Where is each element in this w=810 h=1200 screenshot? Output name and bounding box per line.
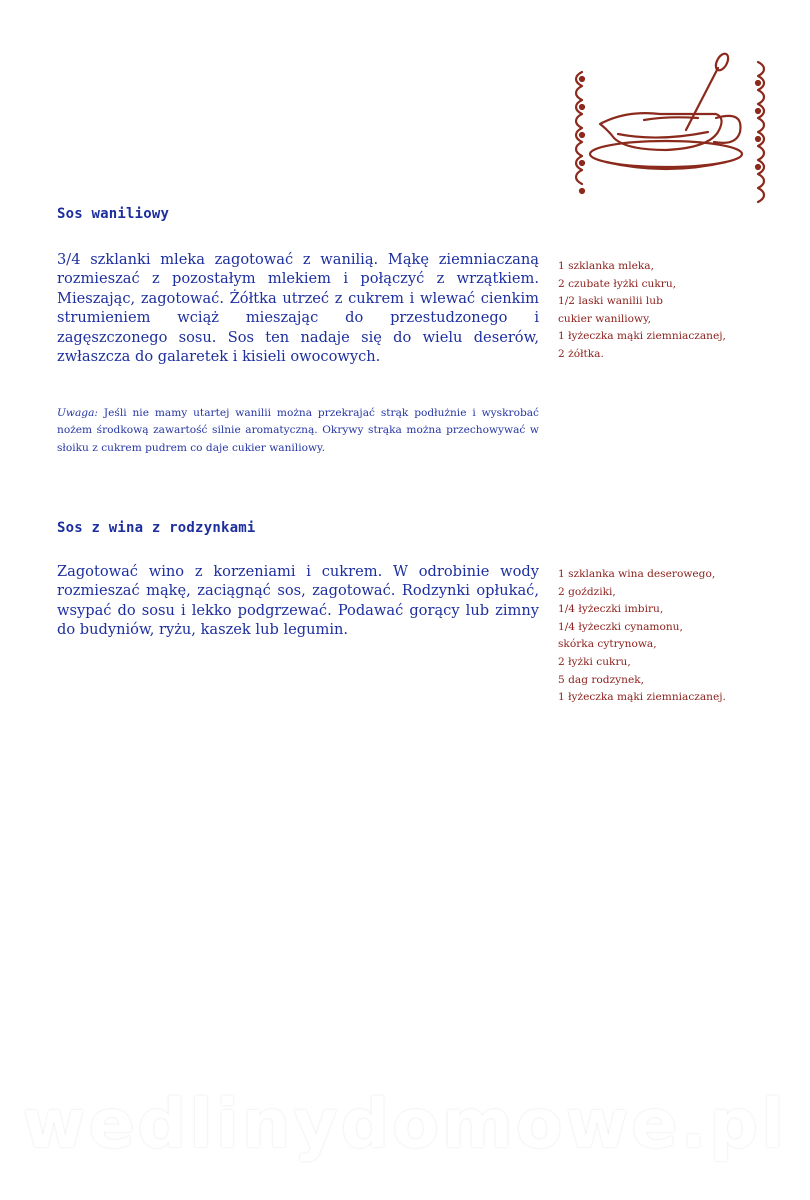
note-text: Jeśli nie mamy utartej wanilii można przekrajać strąk podłużnie i wyskrobać nożem środkową zawartość silnie aromatyczną. Okrywy strąka można przechowywać w słoiku z cukrem pudrem co daje cukier waniliowy. <box>57 407 539 454</box>
ingredient-item: 2 czubate łyżki cukru, <box>558 277 677 290</box>
note-label: Uwaga: <box>57 407 98 419</box>
ingredient-item: 1 szklanka wina deserowego, <box>558 568 716 580</box>
ingredient-item: skórka cytrynowa, <box>558 638 657 651</box>
ingredient-item: 1/2 laski wanilii lub <box>558 295 663 308</box>
watermark: wedlinydomowe.pl <box>22 1085 788 1164</box>
recipe-note <box>57 405 539 457</box>
ingredient-item: 1/4 łyżeczki cynamonu, <box>558 620 683 633</box>
recipe-title: Sos z wina z rodzynkami <box>57 520 256 536</box>
ingredient-list <box>558 566 798 707</box>
recipe-instructions: 3/4 szklanki mleka zagotować z wanilią. Mąkę ziemniaczaną rozmieszać z pozostałym mlekiem i połączyć z wrzątkiem. Mieszając, zagotować. Żółtka utrzeć z cukrem i wlewać cienkim strumieniem wciąż mieszając do przestudzonego i zagęszczonego sosu. Sos ten nadaje się do wielu deserów, zwłaszcza do galaretek i kisieli owocowych. <box>57 251 539 366</box>
ingredient-item: 1 szklanka mleka, <box>558 260 654 272</box>
ingredient-item: 1 łyżeczka mąki ziemniaczanej, <box>558 330 726 343</box>
ingredient-item: cukier waniliowy, <box>558 312 652 325</box>
ingredient-item: 1 łyżeczka mąki ziemniaczanej. <box>558 691 726 704</box>
ingredient-item: 2 żółtka. <box>558 347 604 360</box>
ingredient-item: 2 goździki, <box>558 585 616 598</box>
recipe-title: Sos waniliowy <box>57 206 170 222</box>
ingredient-list <box>558 258 798 364</box>
sauce-boat-icon <box>548 52 778 207</box>
recipe-instructions: Zagotować wino z korzeniami i cukrem. W odrobinie wody rozmieszać mąkę, zaciągnąć sos, zagotować. Rodzynki opłukać, wsypać do sosu i lekko podgrzewać. Podawać gorący lub zimny do budyniów, ryżu, kaszek lub legumin. <box>57 563 539 639</box>
ingredient-item: 5 dag rodzynek, <box>558 673 645 686</box>
ingredient-item: 2 łyżki cukru, <box>558 655 631 668</box>
ingredient-item: 1/4 łyżeczki imbiru, <box>558 603 664 616</box>
